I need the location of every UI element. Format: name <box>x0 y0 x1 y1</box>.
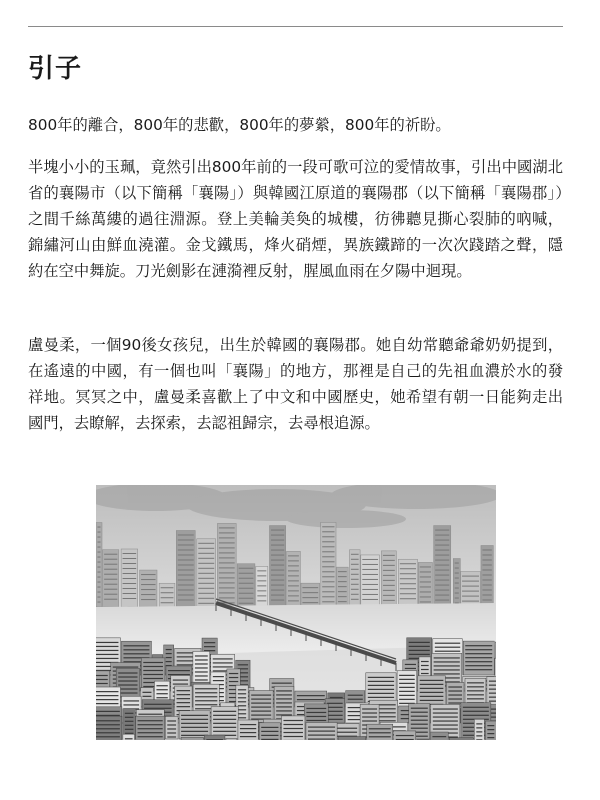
chapter-title: 引子 <box>28 54 83 84</box>
book-page <box>28 0 563 800</box>
city-photo <box>96 485 496 740</box>
paragraph-2: 半塊小小的玉珮，竟然引出800年前的一段可歌可泣的愛情故事，引出中國湖北省的襄陽市（以下簡稱「襄陽」）與韓國江原道的襄陽郡（以下簡稱「襄陽郡」）之間千絲萬縷的過往淵源。登上美輪美奐的城樓，彷彿聽見撕心裂肺的吶喊，錦繡河山由鮮血澆灌。金戈鐵馬，烽火硝煙，異族鐵蹄的一次次踐踏之聲，隱約在空中舞旋。刀光劍影在漣漪裡反射，腥風血雨在夕陽中迴現。 <box>28 158 563 280</box>
top-divider <box>28 26 563 27</box>
paragraph-1: 800年的離合，800年的悲歡，800年的夢縈，800年的祈盼。 <box>28 116 451 134</box>
city-photo-illustration <box>96 485 496 740</box>
paragraph-3: 盧曼柔，一個90後女孩兒，出生於韓國的襄陽郡。她自幼常聽爺爺奶奶提到，在遙遠的中國，有一個也叫「襄陽」的地方，那裡是自己的先祖血濃於水的發祥地。冥冥之中，盧曼柔喜歡上了中文和中國歷史，她希望有朝一日能夠走出國門，去瞭解，去探索，去認祖歸宗，去尋根追源。 <box>28 336 563 432</box>
